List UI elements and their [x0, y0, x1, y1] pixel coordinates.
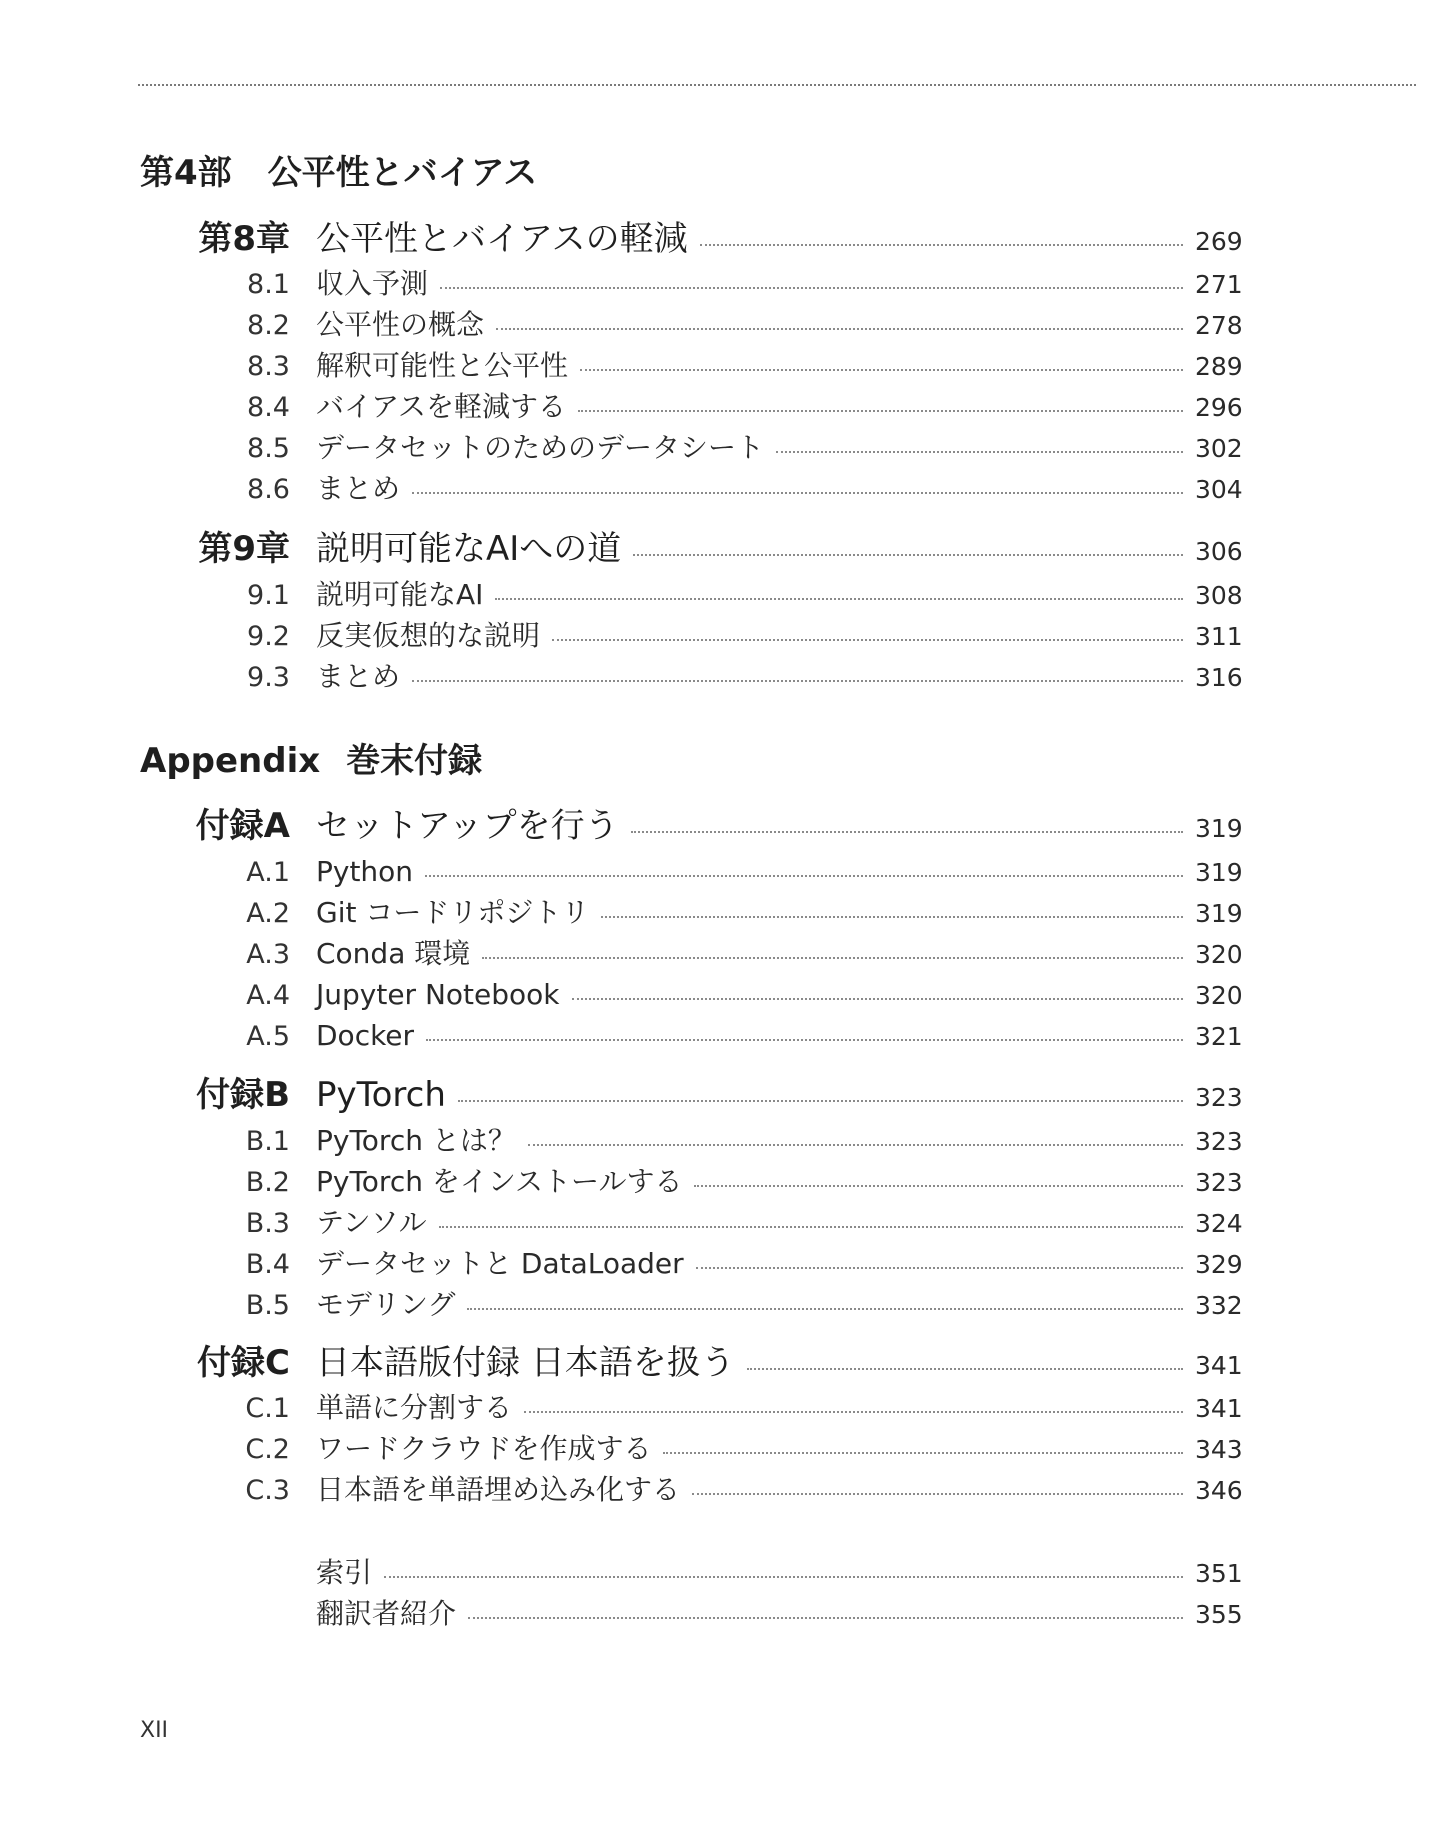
dot-leader: [776, 451, 1183, 453]
chapter-label: 第9章: [198, 529, 290, 569]
dot-leader: [425, 875, 1183, 877]
page-number: 323: [1195, 1168, 1243, 1197]
section-label: A.5: [246, 1021, 290, 1052]
section-label: 9.2: [247, 621, 290, 652]
page-number: 308: [1195, 581, 1243, 610]
dot-leader: [384, 1576, 1183, 1578]
section-label: 8.6: [247, 474, 290, 505]
section-label: A.3: [246, 939, 290, 970]
part-heading-4: [140, 148, 1240, 198]
toc-appendix-a[interactable]: [140, 800, 1243, 852]
section-title: モデリング: [316, 1288, 456, 1321]
section-title: PyTorch をインストールする: [316, 1165, 683, 1198]
part-title: 公平性とバイアス: [267, 153, 538, 193]
top-dotted-rule: [138, 84, 1416, 86]
part-title: 巻末付録: [346, 741, 483, 781]
toc-appendix-c[interactable]: [140, 1337, 1243, 1389]
dot-leader: [601, 916, 1183, 918]
section-title: Git コードリポジトリ: [316, 896, 590, 929]
page-number: 304: [1195, 475, 1243, 504]
section-label: B.3: [245, 1208, 290, 1239]
toc-section-a-5[interactable]: [140, 1016, 1243, 1056]
dot-leader: [412, 492, 1183, 494]
page-number: 320: [1195, 940, 1243, 969]
section-label: C.2: [245, 1434, 290, 1465]
section-label: C.3: [245, 1475, 290, 1506]
toc-section-a-2[interactable]: [140, 893, 1243, 933]
dot-leader: [696, 1267, 1183, 1269]
dot-leader: [426, 1039, 1183, 1041]
toc-section-b-5[interactable]: [140, 1285, 1243, 1325]
toc-index[interactable]: [140, 1553, 1243, 1593]
section-title: ワードクラウドを作成する: [316, 1432, 652, 1465]
chapter-label: 付録B: [196, 1075, 290, 1115]
section-label: B.5: [245, 1290, 290, 1321]
page-number: 341: [1195, 1394, 1243, 1423]
toc-section-9-2[interactable]: [140, 616, 1243, 656]
section-label: A.4: [246, 980, 290, 1011]
page-number: 321: [1195, 1022, 1243, 1051]
page-number: 323: [1195, 1127, 1243, 1156]
page-number: 341: [1195, 1351, 1243, 1380]
dot-leader: [700, 244, 1183, 246]
dot-leader: [496, 328, 1183, 330]
page-number: 289: [1195, 352, 1243, 381]
section-label: 8.4: [247, 392, 290, 423]
section-label: 9.3: [247, 662, 290, 693]
page-number: 306: [1195, 537, 1243, 566]
dot-leader: [468, 1617, 1183, 1619]
page-number: 278: [1195, 311, 1243, 340]
chapter-label: 付録C: [197, 1343, 290, 1383]
toc-section-a-4[interactable]: [140, 975, 1243, 1015]
chapter-title: 説明可能なAIへの道: [316, 529, 622, 569]
section-label: 8.5: [247, 433, 290, 464]
page-number: 323: [1195, 1083, 1243, 1112]
section-title: PyTorch とは？: [316, 1124, 516, 1157]
toc-section-8-1[interactable]: [140, 264, 1243, 304]
page-number: 329: [1195, 1250, 1243, 1279]
toc-section-b-3[interactable]: [140, 1203, 1243, 1243]
section-label: B.2: [245, 1167, 290, 1198]
section-title: Python: [316, 855, 414, 888]
section-title: 公平性の概念: [316, 308, 485, 341]
backmatter-title: 索引: [316, 1556, 373, 1589]
page-number: 302: [1195, 434, 1243, 463]
dot-leader: [458, 1100, 1183, 1102]
section-title: データセットと DataLoader: [316, 1247, 684, 1280]
page-number: 343: [1195, 1435, 1243, 1464]
chapter-title: 日本語版付録 日本語を扱う: [316, 1343, 735, 1383]
part-number: 第4部: [140, 153, 232, 193]
backmatter-title: 翻訳者紹介: [316, 1597, 457, 1630]
section-title: Docker: [316, 1019, 415, 1052]
section-label: A.1: [246, 857, 290, 888]
section-label: B.4: [245, 1249, 290, 1280]
page-number: 346: [1195, 1476, 1243, 1505]
page-folio: XII: [140, 1718, 169, 1743]
page-number: 320: [1195, 981, 1243, 1010]
section-title: 単語に分割する: [316, 1391, 513, 1424]
toc-section-b-2[interactable]: [140, 1162, 1243, 1202]
dot-leader: [439, 1226, 1183, 1228]
dot-leader: [482, 957, 1183, 959]
page-number: 319: [1195, 858, 1243, 887]
dot-leader: [412, 680, 1183, 682]
page-number: 324: [1195, 1209, 1243, 1238]
toc-section-9-1[interactable]: [140, 575, 1243, 615]
chapter-label: 付録A: [195, 806, 290, 846]
toc-section-8-6[interactable]: [140, 469, 1243, 509]
section-label: 9.1: [247, 580, 290, 611]
toc-section-8-3[interactable]: [140, 346, 1243, 386]
toc-section-a-3[interactable]: [140, 934, 1243, 974]
dot-leader: [694, 1185, 1183, 1187]
chapter-title: セットアップを行う: [316, 806, 619, 846]
toc-translators[interactable]: [140, 1594, 1243, 1634]
section-title: Jupyter Notebook: [316, 978, 560, 1011]
chapter-title: 公平性とバイアスの軽減: [316, 219, 688, 259]
dot-leader: [552, 639, 1183, 641]
section-label: 8.3: [247, 351, 290, 382]
section-label: A.2: [246, 898, 290, 929]
section-title: Conda 環境: [316, 937, 471, 970]
dot-leader: [572, 998, 1184, 1000]
part-heading-appendix: [140, 736, 1240, 786]
dot-leader: [580, 369, 1183, 371]
section-title: まとめ: [316, 472, 401, 505]
dot-leader: [692, 1493, 1183, 1495]
toc-section-8-5[interactable]: [140, 428, 1243, 468]
page-number: 351: [1195, 1559, 1243, 1588]
page-number: 355: [1195, 1600, 1243, 1629]
toc-chapter-9[interactable]: [140, 523, 1243, 575]
dot-leader: [467, 1308, 1183, 1310]
section-label: 8.2: [247, 310, 290, 341]
chapter-title: PyTorch: [316, 1075, 446, 1115]
section-title: テンソル: [316, 1206, 427, 1239]
page-number: 269: [1195, 227, 1243, 256]
dot-leader: [524, 1411, 1183, 1413]
toc-section-8-4[interactable]: [140, 387, 1243, 427]
page-number: 271: [1195, 270, 1243, 299]
section-title: データセットのためのデータシート: [316, 431, 765, 464]
chapter-label: 第8章: [198, 219, 290, 259]
part-number: Appendix: [140, 741, 321, 781]
section-title: 日本語を単語埋め込み化する: [316, 1473, 681, 1506]
page-number: 316: [1195, 663, 1243, 692]
dot-leader: [663, 1452, 1183, 1454]
section-title: 収入予測: [316, 267, 429, 300]
dot-leader: [631, 831, 1183, 833]
toc-section-c-2[interactable]: [140, 1429, 1243, 1469]
dot-leader: [440, 287, 1183, 289]
section-label: 8.1: [247, 269, 290, 300]
toc-section-b-4[interactable]: [140, 1244, 1243, 1284]
section-title: まとめ: [316, 660, 401, 693]
page-number: 332: [1195, 1291, 1243, 1320]
dot-leader: [747, 1368, 1183, 1370]
toc-appendix-b[interactable]: [140, 1069, 1243, 1121]
dot-leader: [495, 598, 1183, 600]
page-number: 311: [1195, 622, 1243, 651]
dot-leader: [633, 554, 1183, 556]
section-title: 説明可能なAI: [316, 578, 484, 611]
section-title: 解釈可能性と公平性: [316, 349, 569, 382]
section-label: B.1: [245, 1126, 290, 1157]
dot-leader: [578, 410, 1183, 412]
toc-section-c-3[interactable]: [140, 1470, 1243, 1510]
page-number: 319: [1195, 899, 1243, 928]
toc-section-b-1[interactable]: [140, 1121, 1243, 1161]
section-title: バイアスを軽減する: [316, 390, 567, 423]
toc-section-8-2[interactable]: [140, 305, 1243, 345]
page-number: 296: [1195, 393, 1243, 422]
toc-chapter-8[interactable]: [140, 213, 1243, 265]
toc-section-9-3[interactable]: [140, 657, 1243, 697]
dot-leader: [528, 1144, 1183, 1146]
section-label: C.1: [245, 1393, 290, 1424]
toc-section-c-1[interactable]: [140, 1388, 1243, 1428]
section-title: 反実仮想的な説明: [316, 619, 541, 652]
page-number: 319: [1195, 814, 1243, 843]
toc-section-a-1[interactable]: [140, 852, 1243, 892]
